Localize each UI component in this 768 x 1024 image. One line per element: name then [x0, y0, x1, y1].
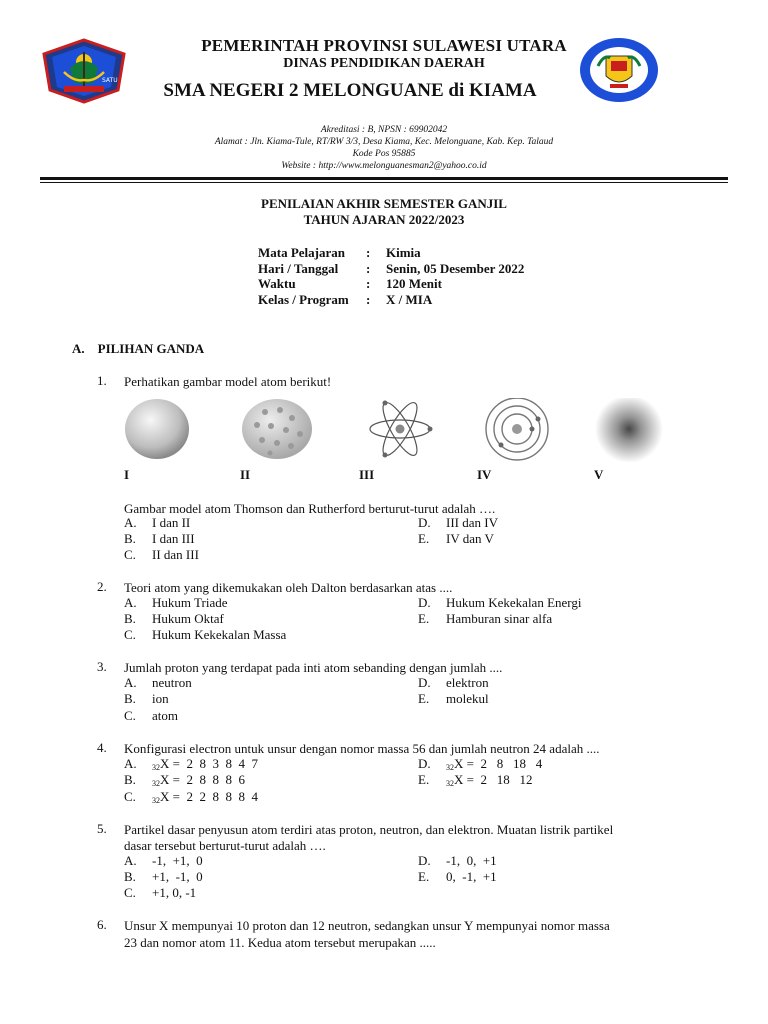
exam-year: TAHUN AJARAN 2022/2023: [303, 212, 465, 227]
section-heading: [72, 341, 204, 357]
info-value: Senin, 05 Desember 2022: [386, 261, 525, 276]
info-value: X / MIA: [386, 292, 433, 307]
option-e[interactable]: E. 32X = 2 18 12: [418, 772, 533, 788]
option-b[interactable]: B. Hukum Oktaf: [124, 611, 224, 626]
option-d[interactable]: D. III dan IV: [418, 515, 498, 530]
atom-model-rutherford: [370, 399, 433, 460]
province-name: PEMERINTAH PROVINSI SULAWESI UTARA: [201, 36, 567, 55]
option-a[interactable]: A. Hukum Triade: [124, 595, 228, 610]
question-text: Teori atom yang dikemukakan oleh Dalton berdasarkan atas ....: [124, 580, 453, 595]
info-label: Waktu: [258, 276, 296, 291]
info-label: Kelas / Program: [258, 292, 349, 307]
school-name: SMA NEGERI 2 MELONGUANE di KIAMA: [163, 80, 537, 101]
image-label: II: [240, 467, 251, 482]
option-b[interactable]: B. +1, -1, 0: [124, 869, 203, 884]
question-number: 3.: [97, 659, 107, 674]
image-label: III: [359, 467, 375, 482]
atom-model-bohr: [486, 398, 548, 460]
option-b[interactable]: B. ion: [124, 691, 169, 706]
option-d[interactable]: D. 32X = 2 8 18 4: [418, 756, 543, 772]
question-text: Jumlah proton yang terdapat pada inti atom sebanding dengan jumlah ....: [124, 660, 503, 675]
option-b[interactable]: B. I dan III: [124, 531, 195, 546]
header-divider: [40, 177, 728, 180]
option-e[interactable]: E. 0, -1, +1: [418, 869, 497, 884]
question-prompt: Gambar model atom Thomson dan Rutherford berturut-turut adalah ….: [124, 501, 496, 516]
option-c[interactable]: C. +1, 0, -1: [124, 885, 197, 900]
info-label: Hari / Tanggal: [258, 261, 339, 276]
option-a[interactable]: A. I dan II: [124, 515, 191, 530]
question-text-cont: 23 dan nomor atom 11. Kedua atom tersebut merupakan .....: [124, 935, 436, 950]
website: Website : http://www.melonguanesman2@yahoo.co.id: [281, 161, 487, 171]
department-name: DINAS PENDIDIKAN DAERAH: [283, 56, 485, 71]
question-text: Perhatikan gambar model atom berikut!: [124, 374, 332, 389]
option-c[interactable]: C. 32X = 2 2 8 8 8 4: [124, 789, 258, 805]
section-letter: A.: [72, 341, 85, 356]
option-a[interactable]: A. neutron: [124, 675, 192, 690]
question-number: 4.: [97, 740, 107, 755]
info-value: Kimia: [386, 245, 421, 260]
logo-left-text: SATU: [102, 77, 118, 84]
option-d[interactable]: D. Hukum Kekekalan Energi: [418, 595, 582, 610]
option-e[interactable]: E. Hamburan sinar alfa: [418, 611, 553, 626]
question-number: 1.: [97, 373, 107, 388]
question-number: 6.: [97, 917, 107, 932]
accreditation: Akreditasi : B, NPSN : 69902042: [320, 125, 448, 135]
question-text: Konfigurasi electron untuk unsur dengan nomor massa 56 dan jumlah neutron 24 adalah ....: [124, 741, 600, 756]
question-text: Partikel dasar penyusun atom terdiri atas proton, neutron, dan elektron. Muatan listrik partikel: [124, 822, 614, 837]
option-a[interactable]: A. -1, +1, 0: [124, 853, 203, 868]
question-text-cont: dasar tersebut berturut-turut adalah ….: [124, 838, 326, 853]
info-value: 120 Menit: [386, 276, 442, 291]
image-label: V: [594, 467, 604, 482]
postal-code: Kode Pos 95885: [352, 149, 416, 159]
option-d[interactable]: D. -1, 0, +1: [418, 853, 497, 868]
question-text: Unsur X mempunyai 10 proton dan 12 neutron, sedangkan unsur Y mempunyai nomor massa: [124, 918, 610, 933]
atom-model-quantum: [595, 398, 663, 462]
option-b[interactable]: B. 32X = 2 8 8 8 6: [124, 772, 245, 788]
header-divider-thin: [40, 182, 728, 183]
atom-model-thomson: [242, 399, 312, 459]
option-c[interactable]: C. II dan III: [124, 547, 199, 562]
image-label: I: [124, 467, 130, 482]
option-a[interactable]: A. 32X = 2 8 3 8 4 7: [124, 756, 258, 772]
atom-model-dalton: [125, 399, 189, 459]
section-title: PILIHAN GANDA: [97, 341, 205, 356]
address: Alamat : Jln. Kiama-Tule, RT/RW 3/3, Desa Kiama, Kec. Melonguane, Kab. Kep. Talaud: [214, 137, 554, 147]
image-label: IV: [477, 467, 492, 482]
option-c[interactable]: C. Hukum Kekekalan Massa: [124, 627, 287, 642]
option-e[interactable]: E. molekul: [418, 691, 489, 706]
option-c[interactable]: C. atom: [124, 708, 178, 723]
question-number: 2.: [97, 579, 107, 594]
info-label: Mata Pelajaran: [258, 245, 346, 260]
question-number: 5.: [97, 821, 107, 836]
option-d[interactable]: D. elektron: [418, 675, 489, 690]
option-e[interactable]: E. IV dan V: [418, 531, 494, 546]
exam-title: PENILAIAN AKHIR SEMESTER GANJIL: [261, 196, 507, 211]
atom-model-images: [120, 398, 680, 462]
